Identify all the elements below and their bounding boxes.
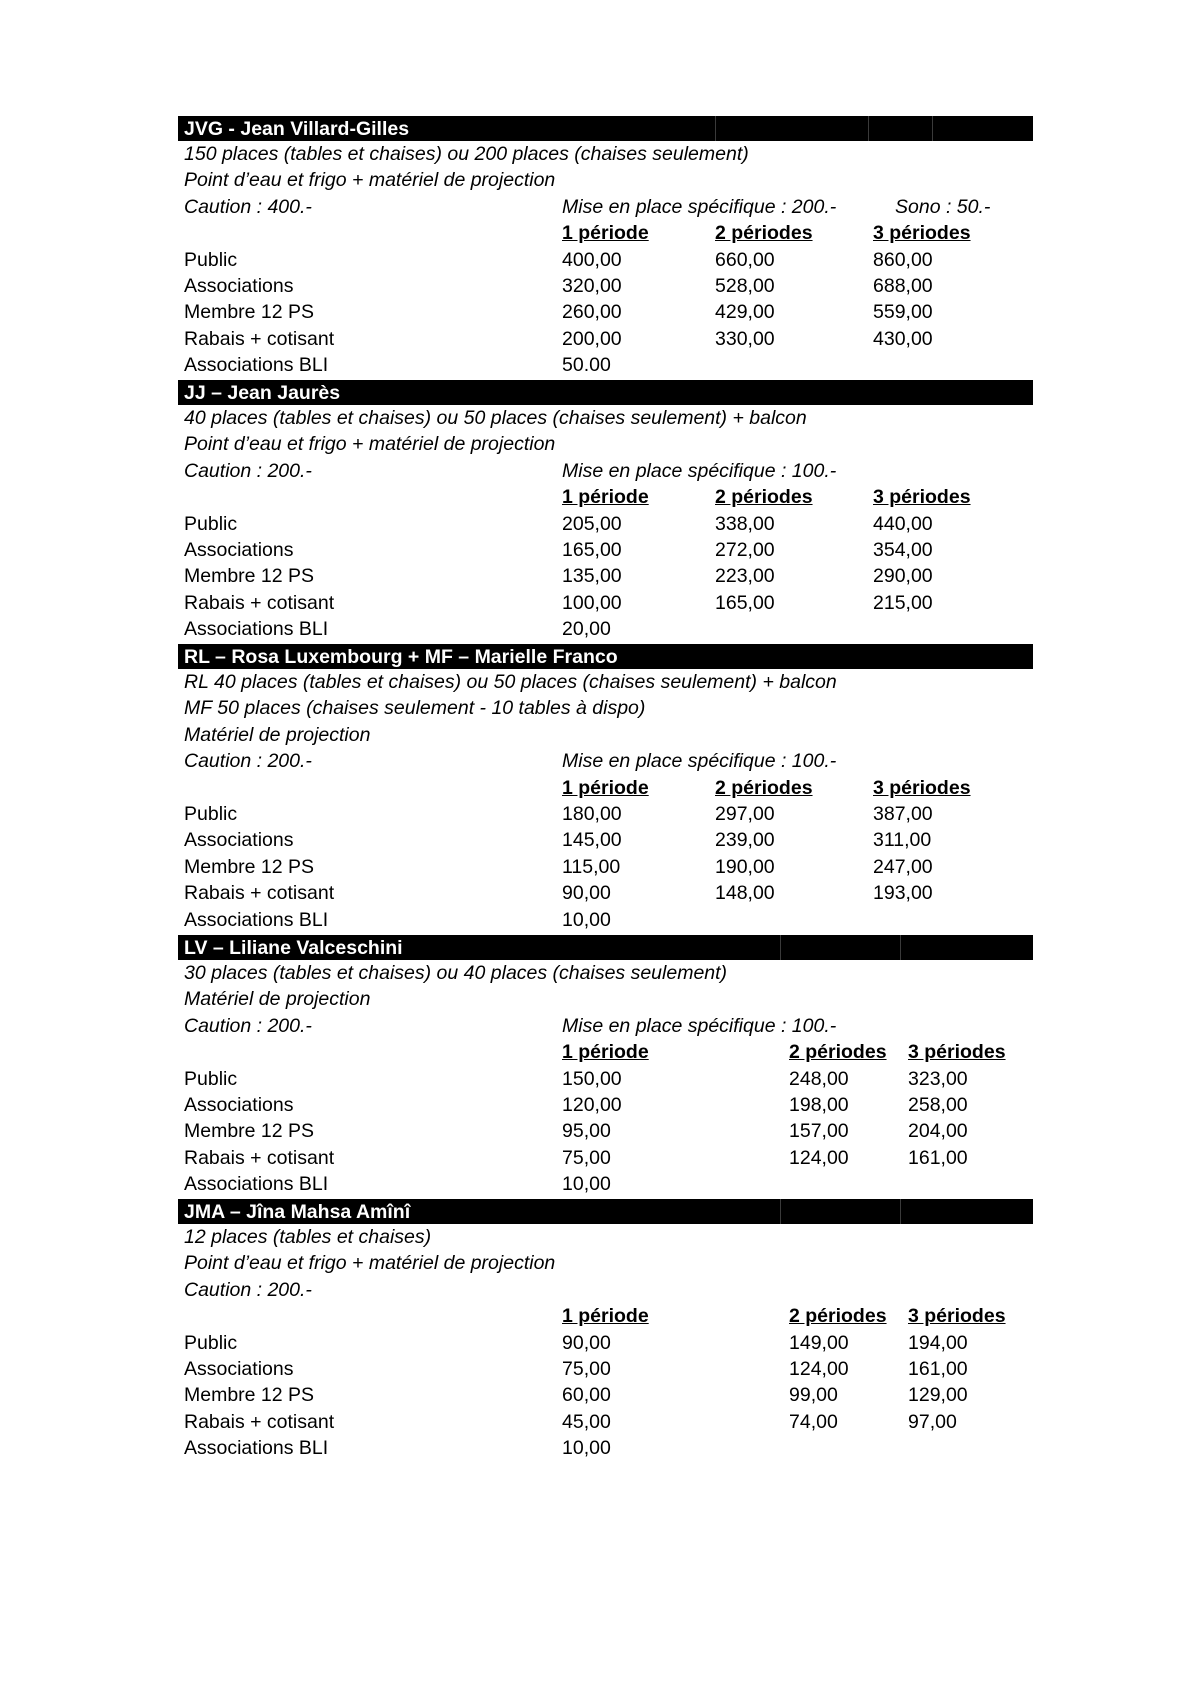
deposit-line xyxy=(178,1013,1033,1039)
table-row xyxy=(178,1171,1033,1197)
table-cell: 248,00 xyxy=(789,1067,849,1090)
table-cell: 2 périodes xyxy=(789,1305,887,1328)
section-title: LV – Liliane Valceschini xyxy=(184,937,403,959)
table-cell: 1 période xyxy=(562,486,649,509)
table-cell: Matériel de projection xyxy=(184,988,371,1011)
table-row xyxy=(178,1145,1033,1171)
table-cell: Associations BLI xyxy=(184,1437,329,1460)
table-cell: Point d’eau et frigo + matériel de projection xyxy=(184,433,556,456)
table-cell: 99,00 xyxy=(789,1384,838,1407)
table-cell: 330,00 xyxy=(715,327,775,350)
table-cell: 3 périodes xyxy=(908,1305,1006,1328)
table-cell: 297,00 xyxy=(715,802,775,825)
table-cell: 290,00 xyxy=(873,565,933,588)
table-cell: 190,00 xyxy=(715,855,775,878)
table-cell: 75,00 xyxy=(562,1357,611,1380)
table-cell: 124,00 xyxy=(789,1357,849,1380)
table-cell: 440,00 xyxy=(873,512,933,535)
table-row xyxy=(178,1382,1033,1408)
table-cell: 400,00 xyxy=(562,248,622,271)
table-cell: Point d’eau et frigo + matériel de projection xyxy=(184,1252,556,1275)
table-cell: Associations BLI xyxy=(184,1173,329,1196)
table-cell: Associations xyxy=(184,1093,294,1116)
table-cell: Point d’eau et frigo + matériel de projection xyxy=(184,169,556,192)
section-title: JJ – Jean Jaurès xyxy=(184,382,341,404)
table-cell: 75,00 xyxy=(562,1146,611,1169)
section-header xyxy=(178,644,1033,669)
table-cell: 430,00 xyxy=(873,327,933,350)
period-3-header: 3 périodes xyxy=(873,222,971,245)
table-cell: 145,00 xyxy=(562,829,622,852)
table-cell: 198,00 xyxy=(789,1093,849,1116)
header-divider xyxy=(780,1199,781,1224)
table-cell: 239,00 xyxy=(715,829,775,852)
caution: Caution : 200.- xyxy=(184,750,312,773)
table-cell: Rabais + cotisant xyxy=(184,882,335,905)
mise-en-place: Mise en place spécifique : 200.- xyxy=(562,195,837,218)
table-cell: 20,00 xyxy=(562,618,611,641)
table-cell: Public xyxy=(184,802,238,825)
table-row xyxy=(178,880,1033,906)
table-cell: Rabais + cotisant xyxy=(184,1146,335,1169)
period-header-row xyxy=(178,220,1033,246)
table-cell: 193,00 xyxy=(873,882,933,905)
period-1-header: 1 période xyxy=(562,222,649,245)
table-cell: 50.00 xyxy=(562,354,611,377)
table-cell: Rabais + cotisant xyxy=(184,591,335,614)
table-cell: 30 places (tables et chaises) ou 40 places (chaises seulement) xyxy=(184,962,728,984)
table-cell: 2 périodes xyxy=(715,486,813,509)
table-cell: Associations BLI xyxy=(184,908,329,931)
section-header xyxy=(178,935,1033,960)
table-cell: RL 40 places (tables et chaises) ou 50 places (chaises seulement) + balcon xyxy=(184,671,837,693)
table-cell: 1 période xyxy=(562,776,649,799)
section-title: RL – Rosa Luxembourg + MF – Marielle Franco xyxy=(184,646,618,668)
table-cell: 320,00 xyxy=(562,274,622,297)
table-cell: Public xyxy=(184,248,238,271)
table-cell: 215,00 xyxy=(873,591,933,614)
deposit-line xyxy=(178,748,1033,774)
table-cell: 272,00 xyxy=(715,538,775,561)
period-header-row xyxy=(178,775,1033,801)
table-cell: 223,00 xyxy=(715,565,775,588)
table-cell: 120,00 xyxy=(562,1093,622,1116)
equipment-line xyxy=(178,722,1033,748)
table-cell: 559,00 xyxy=(873,301,933,324)
table-row xyxy=(178,563,1033,589)
table-cell: MF 50 places (chaises seulement - 10 tables à dispo) xyxy=(184,697,646,720)
table-cell: 180,00 xyxy=(562,802,622,825)
table-row xyxy=(178,1330,1033,1356)
section-header xyxy=(178,116,1033,141)
capacity-line xyxy=(178,141,1033,167)
table-cell: 165,00 xyxy=(715,591,775,614)
caution: Caution : 200.- xyxy=(184,459,312,482)
section-title: JVG - Jean Villard-Gilles xyxy=(184,118,410,140)
table-cell: 10,00 xyxy=(562,1437,611,1460)
table-cell: 660,00 xyxy=(715,248,775,271)
period-header-row xyxy=(178,484,1033,510)
table-cell: 354,00 xyxy=(873,538,933,561)
table-row xyxy=(178,247,1033,273)
sono: Sono : 50.- xyxy=(895,195,991,218)
table-cell: 74,00 xyxy=(789,1410,838,1433)
table-cell: 258,00 xyxy=(908,1093,968,1116)
period-2-header: 2 périodes xyxy=(715,222,813,245)
table-row xyxy=(178,1356,1033,1382)
deposit-line xyxy=(178,1277,1033,1303)
table-cell: Associations xyxy=(184,538,294,561)
table-cell: Associations BLI xyxy=(184,354,329,377)
mise-en-place: Mise en place spécifique : 100.- xyxy=(562,750,837,773)
table-row xyxy=(178,273,1033,299)
table-cell: 200,00 xyxy=(562,327,622,350)
table-cell: 10,00 xyxy=(562,1173,611,1196)
table-cell: 135,00 xyxy=(562,565,622,588)
section-jma xyxy=(178,1199,1033,1462)
table-cell: 387,00 xyxy=(873,802,933,825)
table-cell: 247,00 xyxy=(873,855,933,878)
capacity-line xyxy=(178,1224,1033,1250)
table-cell: 12 places (tables et chaises) xyxy=(184,1226,432,1248)
header-divider xyxy=(932,116,933,141)
table-row xyxy=(178,1409,1033,1435)
table-cell: 205,00 xyxy=(562,512,622,535)
table-row xyxy=(178,511,1033,537)
table-row xyxy=(178,854,1033,880)
table-row xyxy=(178,907,1033,933)
table-cell: Associations BLI xyxy=(184,618,329,641)
table-cell: 129,00 xyxy=(908,1384,968,1407)
table-cell: Rabais + cotisant xyxy=(184,1410,335,1433)
section-title: JMA – Jîna Mahsa Amînî xyxy=(184,1201,411,1223)
table-cell: 124,00 xyxy=(789,1146,849,1169)
period-header-row xyxy=(178,1039,1033,1065)
table-row xyxy=(178,801,1033,827)
equipment-line xyxy=(178,167,1033,193)
table-cell: 1 période xyxy=(562,1305,649,1328)
table-cell: 157,00 xyxy=(789,1120,849,1143)
table-cell: 2 périodes xyxy=(715,776,813,799)
table-cell: Membre 12 PS xyxy=(184,1120,315,1143)
table-cell: 150 places (tables et chaises) ou 200 places (chaises seulement) xyxy=(184,143,749,165)
table-cell: 90,00 xyxy=(562,882,611,905)
table-cell: Membre 12 PS xyxy=(184,301,315,324)
capacity-line xyxy=(178,960,1033,986)
table-cell: 60,00 xyxy=(562,1384,611,1407)
table-cell: 40 places (tables et chaises) ou 50 places (chaises seulement) + balcon xyxy=(184,407,807,429)
capacity-line xyxy=(178,669,1033,695)
table-cell: 429,00 xyxy=(715,301,775,324)
mise-en-place: Mise en place spécifique : 100.- xyxy=(562,459,837,482)
table-row xyxy=(178,326,1033,352)
deposit-line xyxy=(178,458,1033,484)
table-row xyxy=(178,590,1033,616)
table-cell: 688,00 xyxy=(873,274,933,297)
section-header xyxy=(178,1199,1033,1224)
table-cell: 10,00 xyxy=(562,908,611,931)
header-divider xyxy=(900,935,901,960)
table-cell: 165,00 xyxy=(562,538,622,561)
caution: Caution : 200.- xyxy=(184,1278,312,1301)
section-lv xyxy=(178,935,1033,1198)
table-cell: Membre 12 PS xyxy=(184,855,315,878)
table-row xyxy=(178,827,1033,853)
capacity-line xyxy=(178,695,1033,721)
table-cell: Public xyxy=(184,1067,238,1090)
table-cell: 260,00 xyxy=(562,301,622,324)
section-jj xyxy=(178,380,1033,643)
table-cell: 148,00 xyxy=(715,882,775,905)
table-row xyxy=(178,1118,1033,1144)
table-cell: 115,00 xyxy=(562,855,621,878)
section-header xyxy=(178,380,1033,405)
table-cell: 204,00 xyxy=(908,1120,968,1143)
table-cell: 338,00 xyxy=(715,512,775,535)
table-cell: Public xyxy=(184,1331,238,1354)
table-cell: 97,00 xyxy=(908,1410,957,1433)
table-cell: 45,00 xyxy=(562,1410,611,1433)
table-cell: 90,00 xyxy=(562,1331,611,1354)
table-cell: 860,00 xyxy=(873,248,933,271)
header-divider xyxy=(715,116,716,141)
table-cell: 323,00 xyxy=(908,1067,968,1090)
table-cell: 100,00 xyxy=(562,591,622,614)
table-cell: 161,00 xyxy=(908,1146,968,1169)
table-row xyxy=(178,352,1033,378)
header-divider xyxy=(868,116,869,141)
equipment-line xyxy=(178,986,1033,1012)
table-cell: 311,00 xyxy=(873,829,932,852)
table-cell: Public xyxy=(184,512,238,535)
table-cell: Associations xyxy=(184,274,294,297)
header-divider xyxy=(780,935,781,960)
section-rl-mf xyxy=(178,644,1033,933)
table-cell: Rabais + cotisant xyxy=(184,327,335,350)
table-row xyxy=(178,537,1033,563)
table-row xyxy=(178,616,1033,642)
table-row xyxy=(178,1092,1033,1118)
deposit-line xyxy=(178,194,1033,220)
table-row xyxy=(178,1066,1033,1092)
table-cell: Associations xyxy=(184,829,294,852)
table-cell: Membre 12 PS xyxy=(184,565,315,588)
table-row xyxy=(178,1435,1033,1461)
table-row xyxy=(178,299,1033,325)
equipment-line xyxy=(178,431,1033,457)
table-cell: 2 périodes xyxy=(789,1041,887,1064)
header-divider xyxy=(900,1199,901,1224)
table-cell: 528,00 xyxy=(715,274,775,297)
table-cell: 3 périodes xyxy=(873,486,971,509)
table-cell: 1 période xyxy=(562,1041,649,1064)
table-cell: Matériel de projection xyxy=(184,723,371,746)
section-jvg xyxy=(178,116,1033,379)
table-cell: Membre 12 PS xyxy=(184,1384,315,1407)
caution: Caution : 400.- xyxy=(184,195,312,218)
table-cell: Associations xyxy=(184,1357,294,1380)
table-cell: 194,00 xyxy=(908,1331,968,1354)
capacity-line xyxy=(178,405,1033,431)
table-cell: 149,00 xyxy=(789,1331,849,1354)
table-cell: 161,00 xyxy=(908,1357,968,1380)
caution: Caution : 200.- xyxy=(184,1014,312,1037)
table-cell: 150,00 xyxy=(562,1067,622,1090)
table-cell: 3 périodes xyxy=(908,1041,1006,1064)
mise-en-place: Mise en place spécifique : 100.- xyxy=(562,1014,837,1037)
table-cell: 3 périodes xyxy=(873,776,971,799)
period-header-row xyxy=(178,1303,1033,1329)
table-cell: 95,00 xyxy=(562,1120,611,1143)
equipment-line xyxy=(178,1250,1033,1276)
